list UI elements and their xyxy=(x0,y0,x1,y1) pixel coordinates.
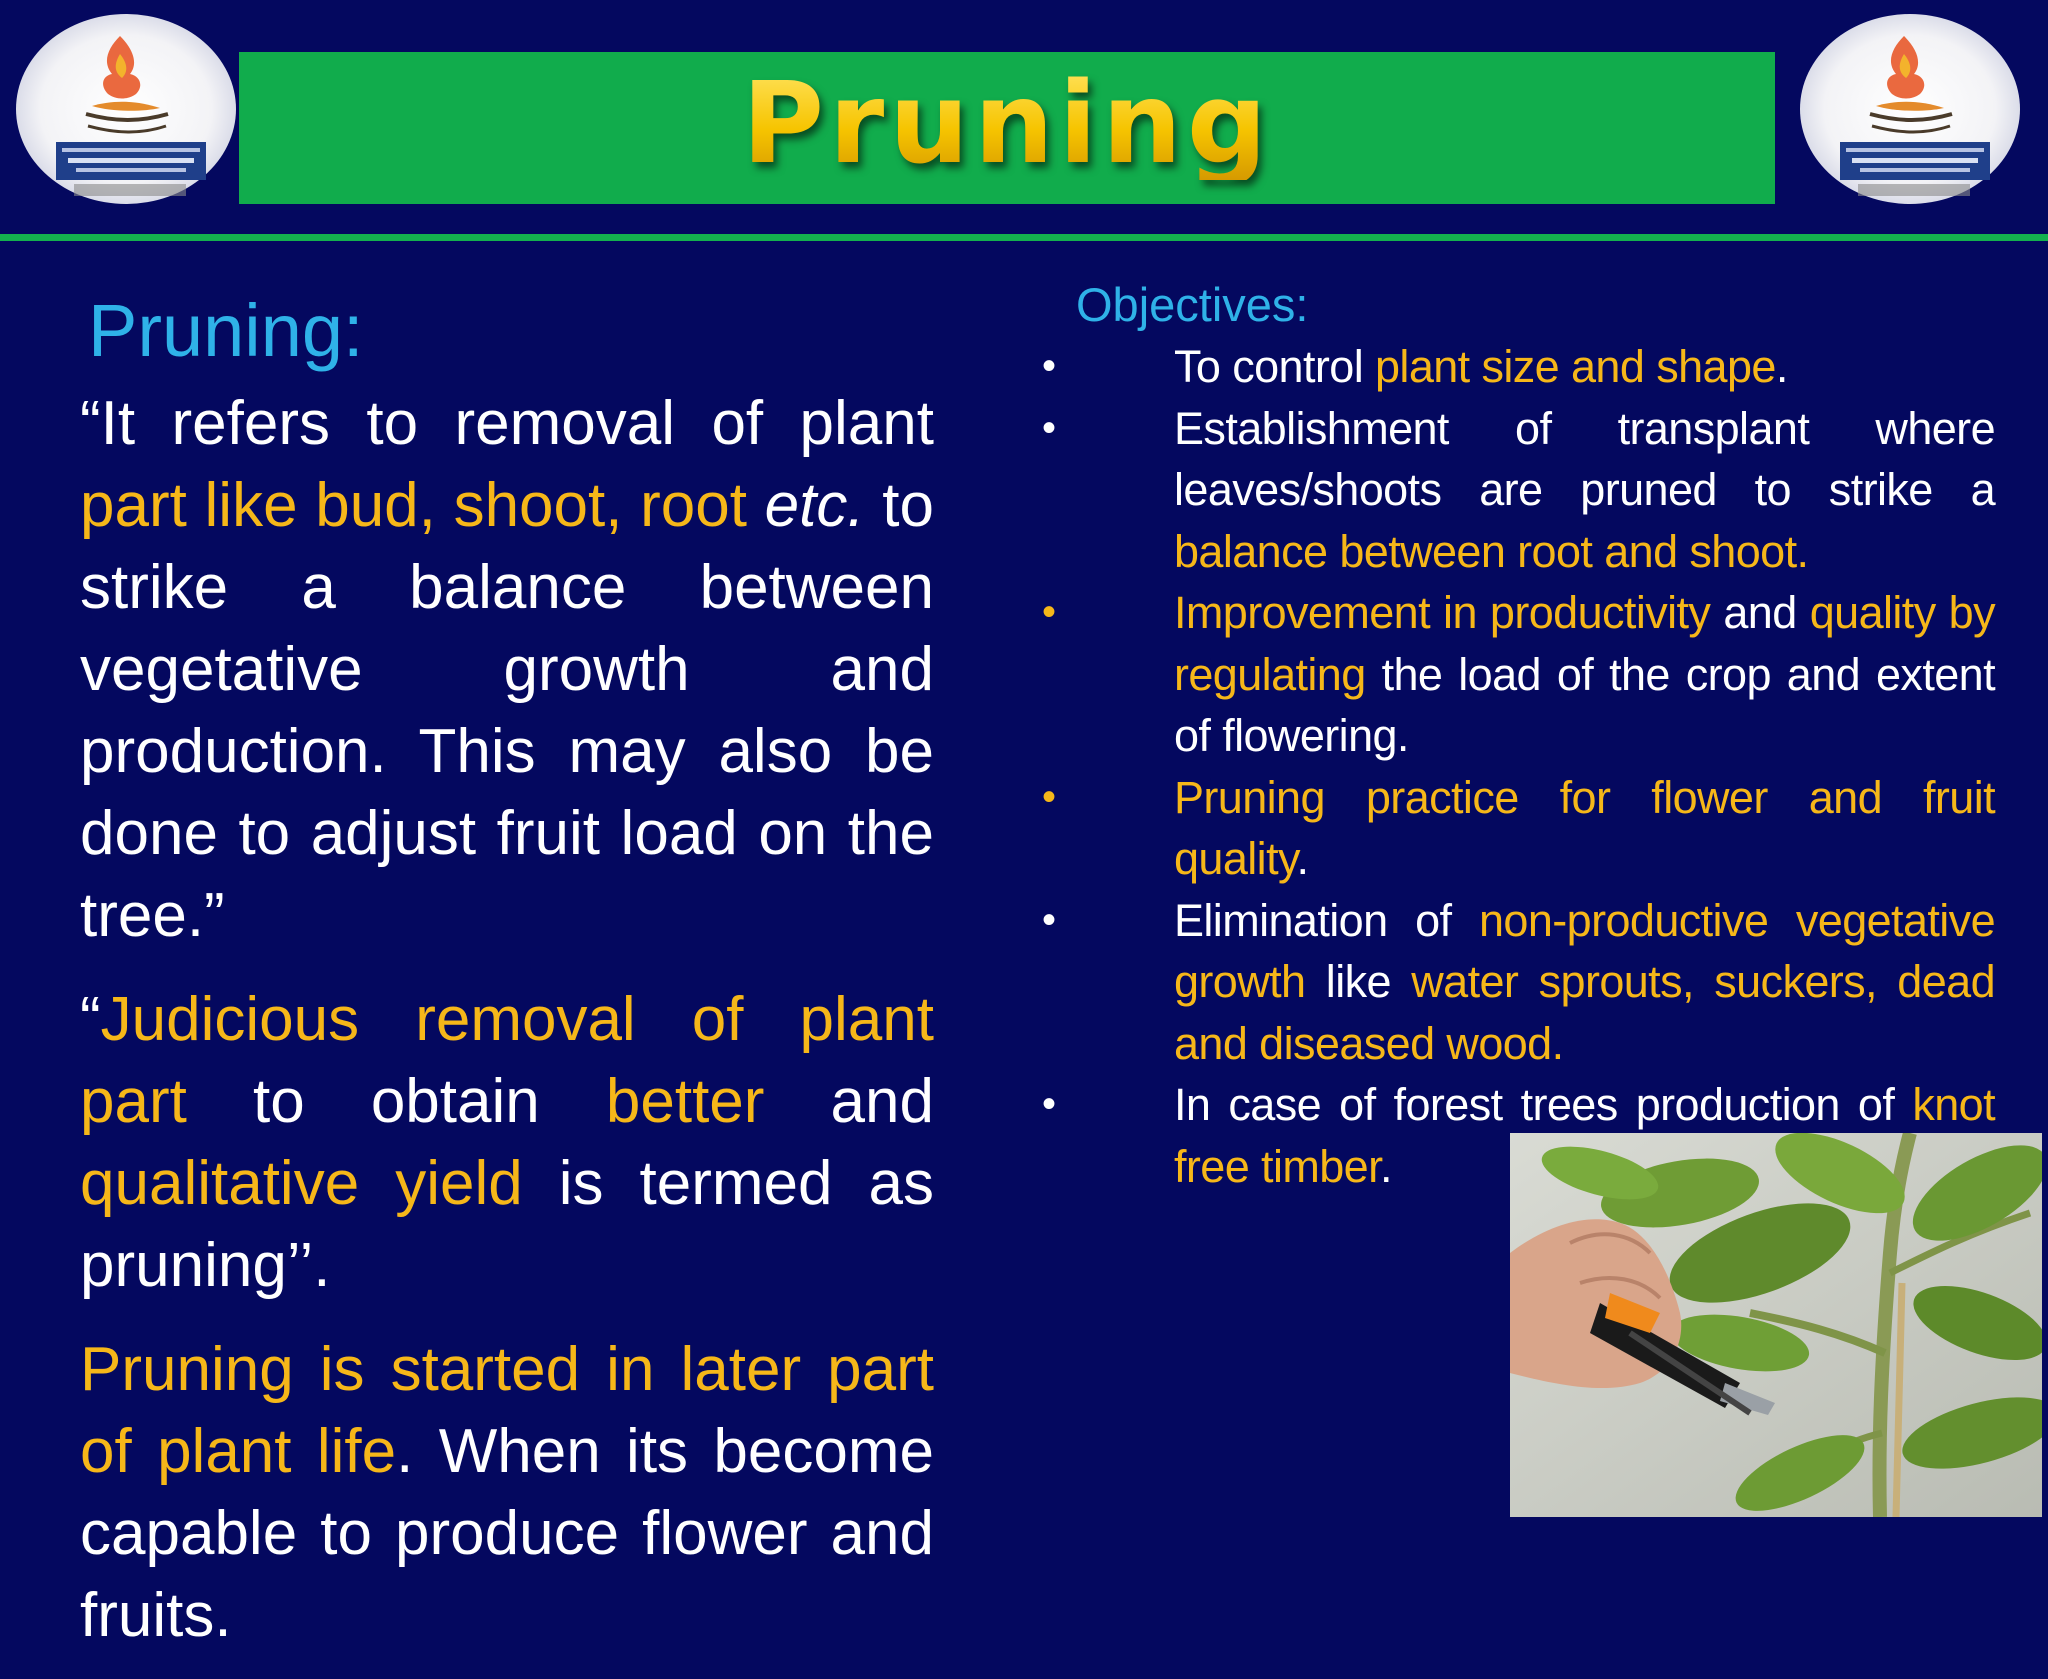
university-emblem-icon xyxy=(16,14,236,204)
body-text: like xyxy=(1305,956,1412,1007)
body-text: etc. xyxy=(764,471,865,541)
slide-title: Pruning xyxy=(741,59,1273,189)
highlighted-text: knot free timber xyxy=(1174,1079,1995,1192)
highlighted-text: water sprouts, suckers, dead and diseased wood. xyxy=(1174,956,1995,1069)
highlighted-text: quality by regulating xyxy=(1174,587,1995,700)
bullet-icon: • xyxy=(1042,1082,1056,1126)
bullet-icon: • xyxy=(1042,405,1056,450)
objective-item xyxy=(1040,582,1995,767)
body-text: and xyxy=(1710,587,1810,638)
body-text: . xyxy=(1380,1140,1392,1192)
highlighted-text: balance between root and shoot. xyxy=(1174,525,1809,577)
highlighted-text: Improvement in productivity xyxy=(1174,587,1711,638)
objectives-list xyxy=(1040,336,1995,1197)
objectives-heading: Objectives: xyxy=(1076,278,1309,331)
highlighted-text: Judicious removal of plant part xyxy=(80,985,934,1137)
title-bar xyxy=(239,52,1775,204)
definition-section xyxy=(80,290,934,1679)
body-text: . When its become capable to produce flower and fruits. xyxy=(80,1417,934,1651)
definition-paragraph-1 xyxy=(80,383,934,957)
body-text: . xyxy=(1296,833,1309,884)
definition-paragraph-3 xyxy=(80,1329,934,1657)
body-text: the load of the crop and extent of flowering. xyxy=(1174,648,1995,761)
university-logo-right xyxy=(1800,14,2020,204)
definition-heading: Pruning: xyxy=(88,289,364,372)
highlighted-text: non-productive vegetative growth xyxy=(1174,894,1996,1007)
body-text: Elimination of xyxy=(1174,894,1479,946)
header-divider xyxy=(0,234,2048,241)
highlighted-text: plant size and shape xyxy=(1375,341,1776,392)
body-text: to obtain xyxy=(186,1067,606,1137)
body-text: is termed as pruning’’. xyxy=(80,1149,934,1301)
highlighted-text: qualitative yield xyxy=(80,1149,523,1219)
bullet-icon: • xyxy=(1042,897,1056,942)
highlighted-text: Pruning practice for flower and fruit quality xyxy=(1174,771,1995,884)
body-text: “It refers to removal of plant xyxy=(80,389,934,459)
university-emblem-icon xyxy=(1800,14,2020,204)
university-logo-left xyxy=(16,14,236,204)
pruning-photo xyxy=(1510,1133,2042,1517)
objective-item xyxy=(1040,398,1995,583)
bullet-icon: • xyxy=(1042,590,1056,634)
objectives-section xyxy=(1040,274,1995,1197)
body-text: In case of forest trees production of xyxy=(1174,1079,1913,1130)
body-text: “ xyxy=(80,985,101,1055)
pruning-photo-illustration xyxy=(1510,1133,2042,1517)
objective-item xyxy=(1040,890,1995,1075)
body-text: Establishment of transplant where leaves/shoots are pruned to strike a xyxy=(1174,402,1995,515)
highlighted-text: part like bud, shoot, root xyxy=(80,471,747,541)
bullet-icon: • xyxy=(1042,774,1056,819)
objective-item xyxy=(1040,336,1995,398)
body-text: to strike a balance between vegetative growth and production. This may also be done to adjust fruit load on the tree.” xyxy=(80,471,934,951)
body-text: and xyxy=(764,1067,934,1137)
bullet-icon: • xyxy=(1042,344,1056,388)
highlighted-text: better xyxy=(605,1067,765,1137)
definition-paragraph-2 xyxy=(80,979,934,1307)
body-text: To control xyxy=(1174,341,1375,392)
body-text xyxy=(747,471,765,540)
objective-item xyxy=(1040,767,1995,890)
body-text: . xyxy=(1775,341,1788,392)
highlighted-text: Pruning is started in later part of plant life xyxy=(80,1335,934,1487)
